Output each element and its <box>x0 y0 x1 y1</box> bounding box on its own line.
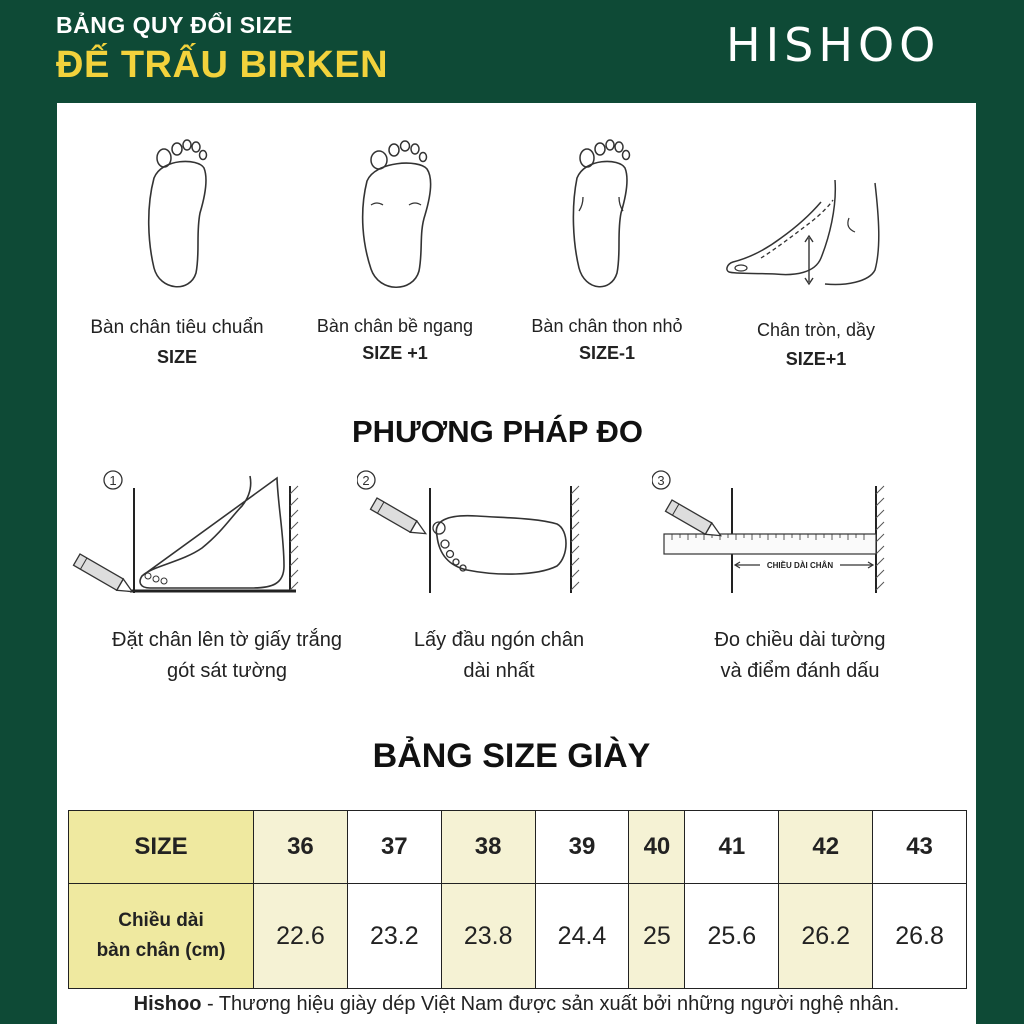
foot-type-label: Chân tròn, dầy <box>756 320 876 340</box>
length-cell: 25.6 <box>685 884 779 989</box>
narrow-foot-icon <box>565 133 635 293</box>
size-cell: 37 <box>347 811 441 884</box>
foot-type-narrow <box>507 316 707 364</box>
length-cell: 23.8 <box>441 884 535 989</box>
step-2-number: 2 <box>362 473 370 488</box>
foot-type-size: SIZE+1 <box>785 349 847 369</box>
length-row <box>69 884 967 989</box>
length-header-line-2: bàn chân (cm) <box>96 940 226 961</box>
step-1-line-1: Đặt chân lên tờ giấy trắng <box>112 629 342 651</box>
step-3-number: 3 <box>657 473 665 488</box>
length-cell: 26.8 <box>873 884 967 989</box>
foot-type-label: Bàn chân bề ngang <box>316 316 474 336</box>
step-1-caption <box>77 625 377 687</box>
footer-tagline: - Thương hiệu giày dép Việt Nam được sản xuất bởi những người nghệ nhân. <box>201 993 900 1015</box>
size-row <box>69 811 967 884</box>
brand-logo: HISHOO <box>726 18 941 72</box>
size-table-title: BẢNG SIZE GIÀY <box>372 737 651 775</box>
content-panel <box>57 103 976 1024</box>
length-header-cell <box>69 884 254 989</box>
header-title: ĐẾ TRẤU BIRKEN <box>56 44 389 86</box>
foot-type-size: SIZE <box>156 347 197 367</box>
length-cell: 22.6 <box>254 884 348 989</box>
size-cell: 42 <box>779 811 873 884</box>
size-cell: 40 <box>629 811 685 884</box>
length-cell: 24.4 <box>535 884 629 989</box>
footer-brand: Hishoo <box>133 993 202 1015</box>
length-cell: 23.2 <box>347 884 441 989</box>
step-1-line-2: gót sát tường <box>167 660 287 682</box>
step-2-line-2: dài nhất <box>463 660 535 682</box>
foot-type-standard <box>67 317 287 368</box>
method-title: PHƯƠNG PHÁP ĐO <box>351 414 644 449</box>
step-3-caption <box>650 625 950 687</box>
wide-foot-icon <box>357 133 437 293</box>
size-cell: 39 <box>535 811 629 884</box>
size-table <box>68 810 967 989</box>
foot-type-label: Bàn chân tiêu chuẩn <box>90 317 264 338</box>
foot-type-size: SIZE +1 <box>362 343 428 363</box>
ruler-label: CHIỀU DÀI CHÂN <box>766 561 834 570</box>
header-subtitle: BẢNG QUY ĐỔI SIZE <box>56 12 293 38</box>
size-cell: 38 <box>441 811 535 884</box>
size-cell: 41 <box>685 811 779 884</box>
size-header-cell: SIZE <box>69 811 254 884</box>
step-1-illustration <box>72 466 352 596</box>
length-cell: 25 <box>629 884 685 989</box>
step-1-number: 1 <box>109 473 117 488</box>
footer-text <box>57 993 976 1016</box>
step-2-caption <box>349 625 649 687</box>
step-2-line-1: Lấy đầu ngón chân <box>413 629 585 651</box>
standard-foot-icon <box>142 133 212 293</box>
step-3-line-1: Đo chiều dài tường <box>714 629 886 651</box>
size-cell: 43 <box>873 811 967 884</box>
foot-type-size: SIZE-1 <box>578 343 635 363</box>
foot-type-thick <box>721 320 911 370</box>
foot-type-label: Bàn chân thon nhỏ <box>531 316 683 336</box>
foot-type-wide <box>297 316 493 364</box>
step-2-illustration <box>357 466 597 596</box>
size-cell: 36 <box>254 811 348 884</box>
step-3-line-2: và điểm đánh dấu <box>720 660 880 682</box>
step-3-illustration <box>652 466 892 596</box>
length-header-line-1: Chiều dài <box>118 910 204 931</box>
length-cell: 26.2 <box>779 884 873 989</box>
thick-foot-icon <box>725 178 885 293</box>
